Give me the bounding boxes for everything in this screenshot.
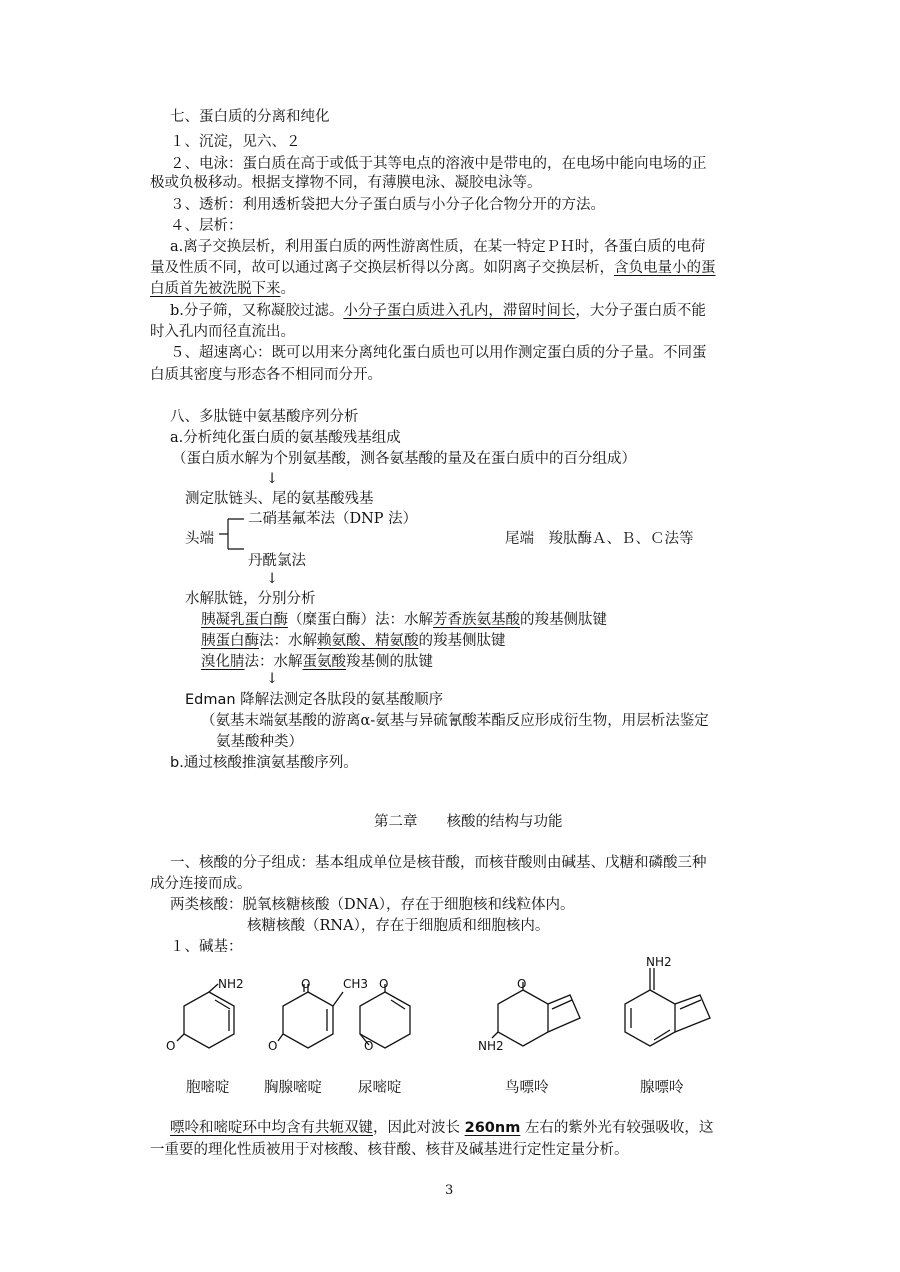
section-8-a-title: a.分析纯化蛋白质的氨基酸残基组成	[170, 430, 401, 446]
flow-arrow-3: ↓	[266, 671, 279, 687]
nucleic-acid-dna: 两类核酸：脱氧核糖核酸（DNA），存在于细胞核和线粒体内。	[170, 897, 575, 913]
adenine-structure	[625, 968, 710, 1046]
tail-end-methods: 尾端 羧肽酶Ａ、Ｂ、Ｃ法等	[505, 531, 694, 547]
thymine-o-bottom-label: O	[268, 1039, 278, 1053]
section-8-a-note: （蛋白质水解为个别氨基酸，测各氨基酸的量及在蛋白质中的百分组成）	[172, 451, 636, 467]
adenine-nh2-label: NH2	[646, 955, 672, 969]
edman-note-line-1: （氨基末端氨基酸的游离α-氨基与异硫氰酸苯酯反应形成衍生物，用层析法鉴定	[201, 713, 709, 729]
section-7-item-3: ３、透析：利用透析袋把大分子蛋白质与小分子化合物分开的方法。	[170, 197, 605, 213]
composition-line-1: 一、核酸的分子组成：基本组成单位是核苷酸，而核苷酸则由碱基、戊糖和磷酸三种	[170, 855, 707, 871]
molecular-sieve-line-1: b.分子筛，又称凝胶过滤。小分子蛋白质进入孔内，滞留时间长，大分子蛋白质不能	[170, 303, 706, 319]
name-uracil: 尿嘧啶	[358, 1080, 402, 1096]
section-7-item-1: １、沉淀，见六、２	[170, 134, 301, 150]
edman-note-line-2: 氨基酸种类）	[216, 734, 303, 750]
section-7-item-2-line-1: ２、电泳：蛋白质在高于或低于其等电点的溶液中是带电的，在电场中能向电场的正	[170, 156, 707, 172]
section-7-item-2-line-2: 极或负极移动。根据支撑物不同，有薄膜电泳、凝胶电泳等。	[150, 175, 542, 191]
ion-exchange-line-2: 量及性质不同，故可以通过离子交换层析得以分离。如阴离子交换层析，含负电量小的蛋	[150, 260, 716, 276]
section-7-item-5-line-1: ５、超速离心：既可以用来分离纯化蛋白质也可以用作测定蛋白质的分子量。不同蛋	[170, 345, 707, 361]
uv-absorption-line-2: 一重要的理化性质被用于对核酸、核苷酸、核苷及碱基进行定性定量分析。	[150, 1142, 629, 1158]
composition-line-2: 成分连接而成。	[150, 876, 252, 892]
name-guanine: 鸟嘌呤	[505, 1080, 549, 1096]
section-7-title: 七、蛋白质的分离和纯化	[170, 109, 330, 125]
cytosine-o-label: O	[166, 1039, 176, 1053]
guanine-nh2-label: NH2	[478, 1039, 504, 1053]
ion-exchange-line-1: a.离子交换层析，利用蛋白质的两性游离性质，在某一特定ＰＨ时，各蛋白质的电荷	[170, 239, 706, 255]
uracil-o-bottom-label: O	[364, 1039, 374, 1053]
enzyme-chymotrypsin: 胰凝乳蛋白酶（糜蛋白酶）法：水解芳香族氨基酸的羧基侧肽键	[201, 612, 607, 628]
step-terminal-residues: 测定肽链头、尾的氨基酸残基	[185, 491, 374, 507]
bases-title: １、碱基：	[170, 939, 243, 955]
head-end-label: 头端	[185, 531, 214, 547]
section-8-title: 八、多肽链中氨基酸序列分析	[170, 409, 359, 425]
name-thymine: 胸腺嘧啶	[264, 1080, 322, 1096]
uv-absorption-line-1: 嘌呤和嘧啶环中均含有共轭双键，因此对波长 260nm 左右的紫外光有较强吸收，这	[170, 1120, 714, 1136]
edman-degradation: Edman 降解法测定各肽段的氨基酸顺序	[185, 692, 444, 708]
head-method-dnp: 二硝基氟苯法（DNP 法）	[248, 511, 418, 527]
guanine-structure	[492, 982, 580, 1046]
flow-arrow-1: ↓	[266, 471, 279, 487]
section-7-item-4: ４、层析：	[170, 218, 243, 234]
guanine-o-label: O	[517, 977, 527, 991]
nucleic-acid-rna: 核糖核酸（RNA），存在于细胞质和细胞核内。	[247, 918, 550, 934]
ion-exchange-line-3: 白质首先被洗脱下来。	[150, 281, 295, 297]
flow-arrow-2: ↓	[266, 571, 279, 587]
name-adenine: 腺嘌呤	[640, 1080, 684, 1096]
step-hydrolysis: 水解肽链，分别分析	[185, 591, 316, 607]
thymine-ch3-label: CH3	[343, 977, 369, 991]
section-8-b-title: b.通过核酸推演氨基酸序列。	[170, 755, 358, 771]
thymine-structure	[278, 984, 343, 1048]
page-number: 3	[445, 1183, 454, 1198]
head-method-dansyl: 丹酰氯法	[248, 553, 306, 569]
chapter-heading: 第二章 核酸的结构与功能	[374, 814, 563, 830]
thymine-o-top-label: O	[301, 977, 311, 991]
name-cytosine: 胞嘧啶	[186, 1080, 230, 1096]
molecular-sieve-line-2: 时入孔内而径直流出。	[150, 324, 295, 340]
reagent-cyanogen-bromide: 溴化腈法：水解蛋氨酸羧基侧的肽键	[201, 654, 433, 670]
cytosine-structure	[177, 984, 234, 1048]
enzyme-trypsin: 胰蛋白酶法：水解赖氨酸、精氨酸的羧基侧肽键	[201, 633, 506, 649]
section-7-item-5-line-2: 白质其密度与形态各不相同而分开。	[150, 367, 382, 383]
uracil-o-top-label: O	[379, 977, 389, 991]
cytosine-nh2-label: NH2	[218, 977, 244, 991]
